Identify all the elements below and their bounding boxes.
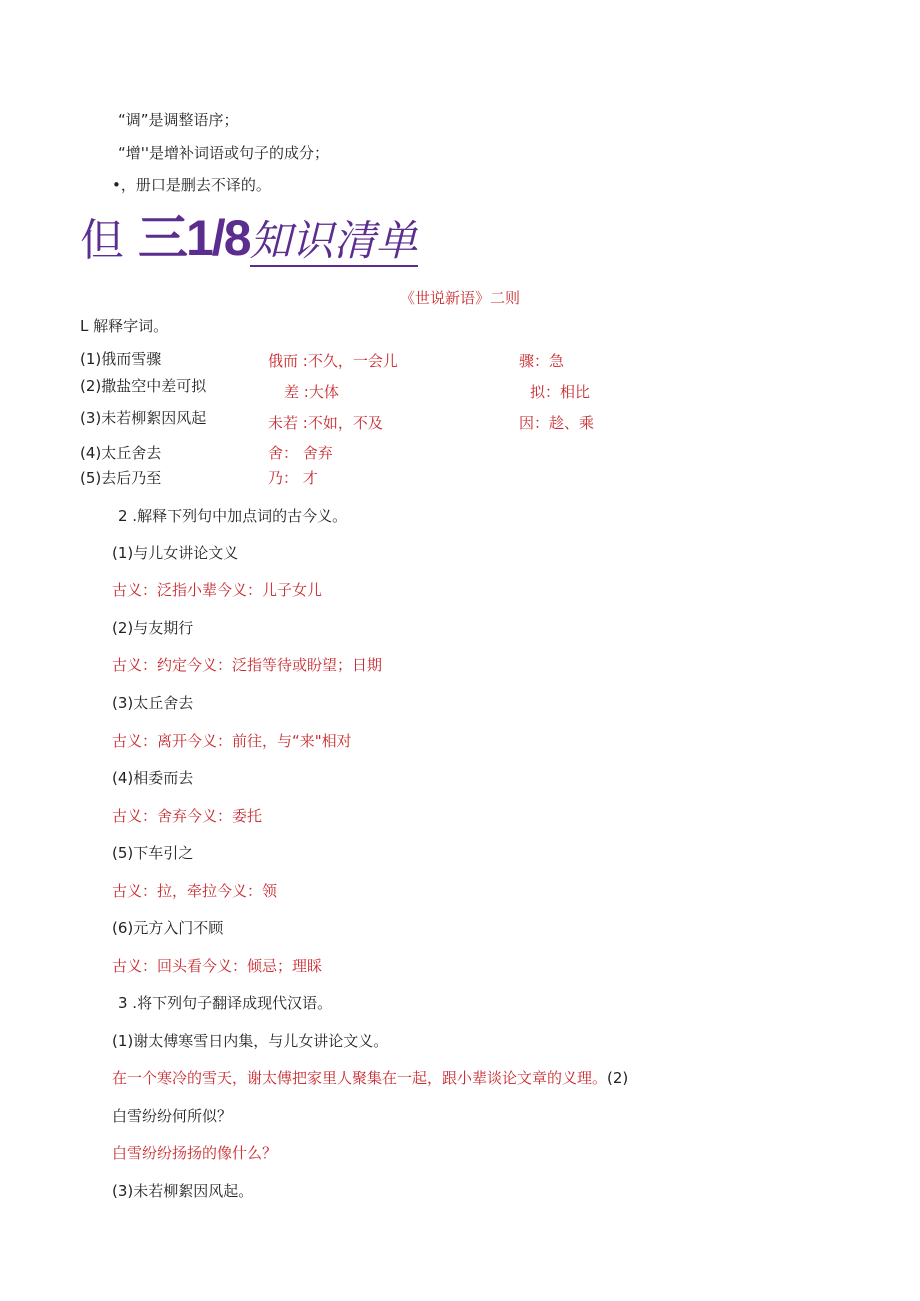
q1-row-1-meaning: 俄而 :不久，一会儿 [268, 352, 398, 370]
heading-part-1: 但 [80, 215, 124, 266]
intro-line-2: “增''是增补词语或句子的成分； [118, 144, 330, 162]
q1-title: L 解释字词。 [80, 317, 169, 335]
q1-row-5-term: (5)去后乃至 [80, 469, 162, 487]
heading-part-2: 三1/8 [138, 210, 250, 266]
q3-sentence-3: (3)未若柳絮因风起。 [112, 1182, 254, 1200]
q1-row-2-extra: 拟：相比 [530, 383, 591, 401]
q2-item-6-question: (6)元方入门不顾 [112, 919, 224, 937]
q2-item-3-question: (3)太丘舍去 [112, 694, 194, 712]
q1-row-4-meaning: 舍： 舍弃 [268, 444, 333, 462]
q2-item-6-answer: 古义：回头看今义：倾忌；理睬 [112, 957, 323, 975]
q3-sentence-1-answer: 在一个寒冷的雪天，谢太傅把家里人聚集在一起，跟小辈谈论文章的义理。 [112, 1069, 608, 1087]
intro-line-1: “调”是调整语序； [118, 111, 239, 129]
q3-sentence-1: (1)谢太傅寒雪日内集，与儿女讲论文义。 [112, 1032, 389, 1050]
q1-row-3-meaning: 未若 :不如，不及 [268, 414, 383, 432]
q1-row-3-extra: 因：趁、乘 [519, 414, 595, 432]
q1-row-3-term: (3)未若柳絮因风起 [80, 409, 207, 427]
q2-item-4-answer: 古义：舍弃今义：委托 [112, 807, 263, 825]
intro-line-3: •，册口是删去不译的。 [112, 176, 271, 194]
q2-item-3-answer: 古义：离开今义：前往，与“来"相对 [112, 732, 352, 750]
q3-title: 3 .将下列句子翻译成现代汉语。 [118, 994, 333, 1012]
q3-sentence-2: 白雪纷纷何所似？ [112, 1107, 233, 1125]
q1-row-5-meaning: 乃： 才 [268, 469, 318, 487]
q2-item-4-question: (4)相委而去 [112, 769, 194, 787]
section-title: 《世说新语》二则 [399, 289, 520, 307]
q3-sentence-2-number: (2) [607, 1069, 629, 1087]
q1-row-2-term: (2)撒盐空中差可拟 [80, 377, 207, 395]
q1-row-1-extra: 骤：急 [519, 352, 565, 370]
q2-item-5-question: (5)下车引之 [112, 844, 194, 862]
q1-row-4-term: (4)太丘舍去 [80, 444, 162, 462]
heading-part-3: 知识清单 [249, 216, 418, 265]
q3-sentence-2-answer: 白雪纷纷扬扬的像什么？ [112, 1144, 278, 1162]
q2-item-5-answer: 古义：拉，牵拉今义：领 [112, 882, 278, 900]
knowledge-list-heading [80, 212, 418, 264]
q2-item-2-answer: 古义：约定今义：泛指等待或盼望；日期 [112, 656, 383, 674]
q2-item-1-question: (1)与儿女讲论文义 [112, 544, 239, 562]
q2-title: 2 .解释下列句中加点词的古今义。 [118, 507, 348, 525]
q3-sentence-1-answer-line [112, 1068, 628, 1088]
q1-row-2-meaning: 差 :大体 [284, 383, 339, 401]
q2-item-2-question: (2)与友期行 [112, 619, 194, 637]
q2-item-1-answer: 古义：泛指小辈今义：儿子女儿 [112, 581, 323, 599]
q1-row-1-term: (1)俄而雪骤 [80, 350, 162, 368]
